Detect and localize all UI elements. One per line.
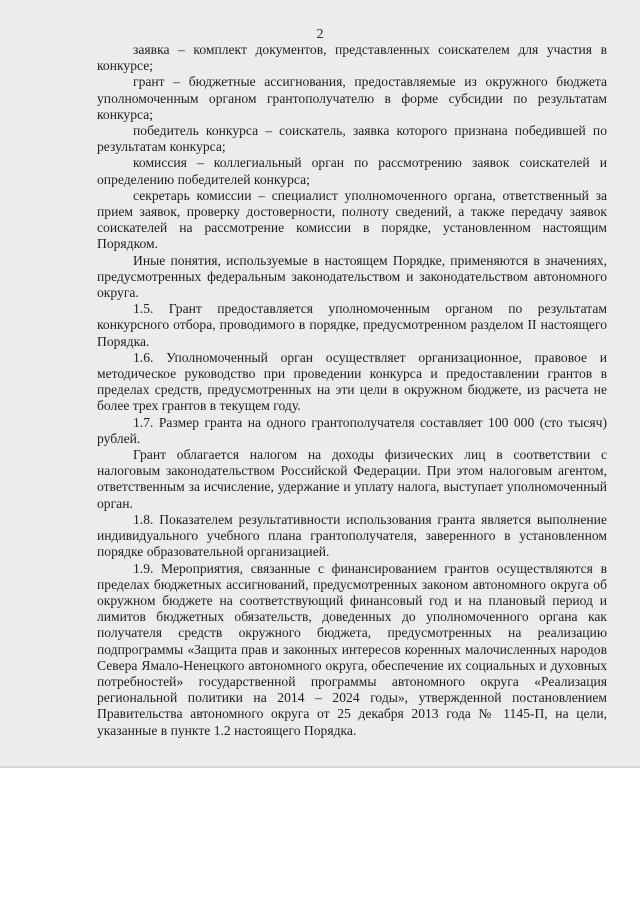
paragraph-definition-application: заявка – комплект документов, представленных соискателем для участия в конкурсе;: [97, 42, 607, 74]
paragraph-tax: Грант облагается налогом на доходы физических лиц в соответствии с налоговым законодательством Российской Федерации. При этом налоговым агентом, ответственным за исчисление, удержание и уплату налога, выступает уполномоченный орган.: [97, 447, 607, 511]
scan-bottom-edge: [0, 766, 640, 768]
paragraph-other-terms: Иные понятия, используемые в настоящем Порядке, применяются в значениях, предусмотренных федеральным законодательством и законодательством автономного округа.: [97, 252, 607, 301]
paragraph-1-5: 1.5. Грант предоставляется уполномоченным органом по результатам конкурсного отбора, проводимого в порядке, предусмотренном разделом II настоящего Порядка.: [97, 301, 607, 349]
paragraph-1-8: 1.8. Показателем результативности использования гранта является выполнение индивидуального учебного плана грантополучателя, заверенного в установленном порядке образовательной организацией.: [97, 511, 607, 560]
document-body: [97, 42, 607, 739]
paragraph-1-7: 1.7. Размер гранта на одного грантополучателя составляет 100 000 (сто тысяч) рублей.: [97, 414, 607, 446]
paragraph-definition-secretary: секретарь комиссии – специалист уполномоченного органа, ответственный за прием заявок, проверку достоверности, полноту сведений, а также передачу заявок соискателей на рассмотрение комиссии в порядке, установленном настоящим Порядком.: [97, 187, 607, 252]
paragraph-definition-winner: победитель конкурса – соискатель, заявка которого признана победившей по результатам конкурса;: [97, 123, 607, 155]
paragraph-definition-commission: комиссия – коллегиальный орган по рассмотрению заявок соискателей и определению победителей конкурса;: [97, 155, 607, 187]
paragraph-definition-grant: грант – бюджетные ассигнования, предоставляемые из окружного бюджета уполномоченным органом грантополучателю в форме субсидии по результатам конкурса;: [97, 74, 607, 122]
page-number: 2: [316, 27, 324, 42]
paragraph-1-6: 1.6. Уполномоченный орган осуществляет организационное, правовое и методическое руководство при проведении конкурса и предоставлении грантов в пределах средств, предусмотренных на эти цели в окружном бюджете, из расчета не более трех грантов в текущем году.: [97, 349, 607, 414]
paragraph-1-9: 1.9. Мероприятия, связанные с финансированием грантов осуществляются в пределах бюджетных ассигнований, предусмотренных законом автономного округа об окружном бюджете на соответствующий финансовый год и на плановый период и лимитов бюджетных обязательств, доведенных до уполномоченного органа как получателя средств окружного бюджета, предусмотренных на реализацию подпрограммы «Защита прав и законных интересов коренных малочисленных народов Севера Ямало-Ненецкого автономного округа, обеспечение их социальных и духовных потребностей» государственной программы автономного округа «Реализация региональной политики на 2014 – 2024 годы», утвержденной постановлением Правительства автономного округа от 25 декабря 2013 года № 1145-П, на цели, указанные в пункте 1.2 настоящего Порядка.: [97, 560, 607, 738]
